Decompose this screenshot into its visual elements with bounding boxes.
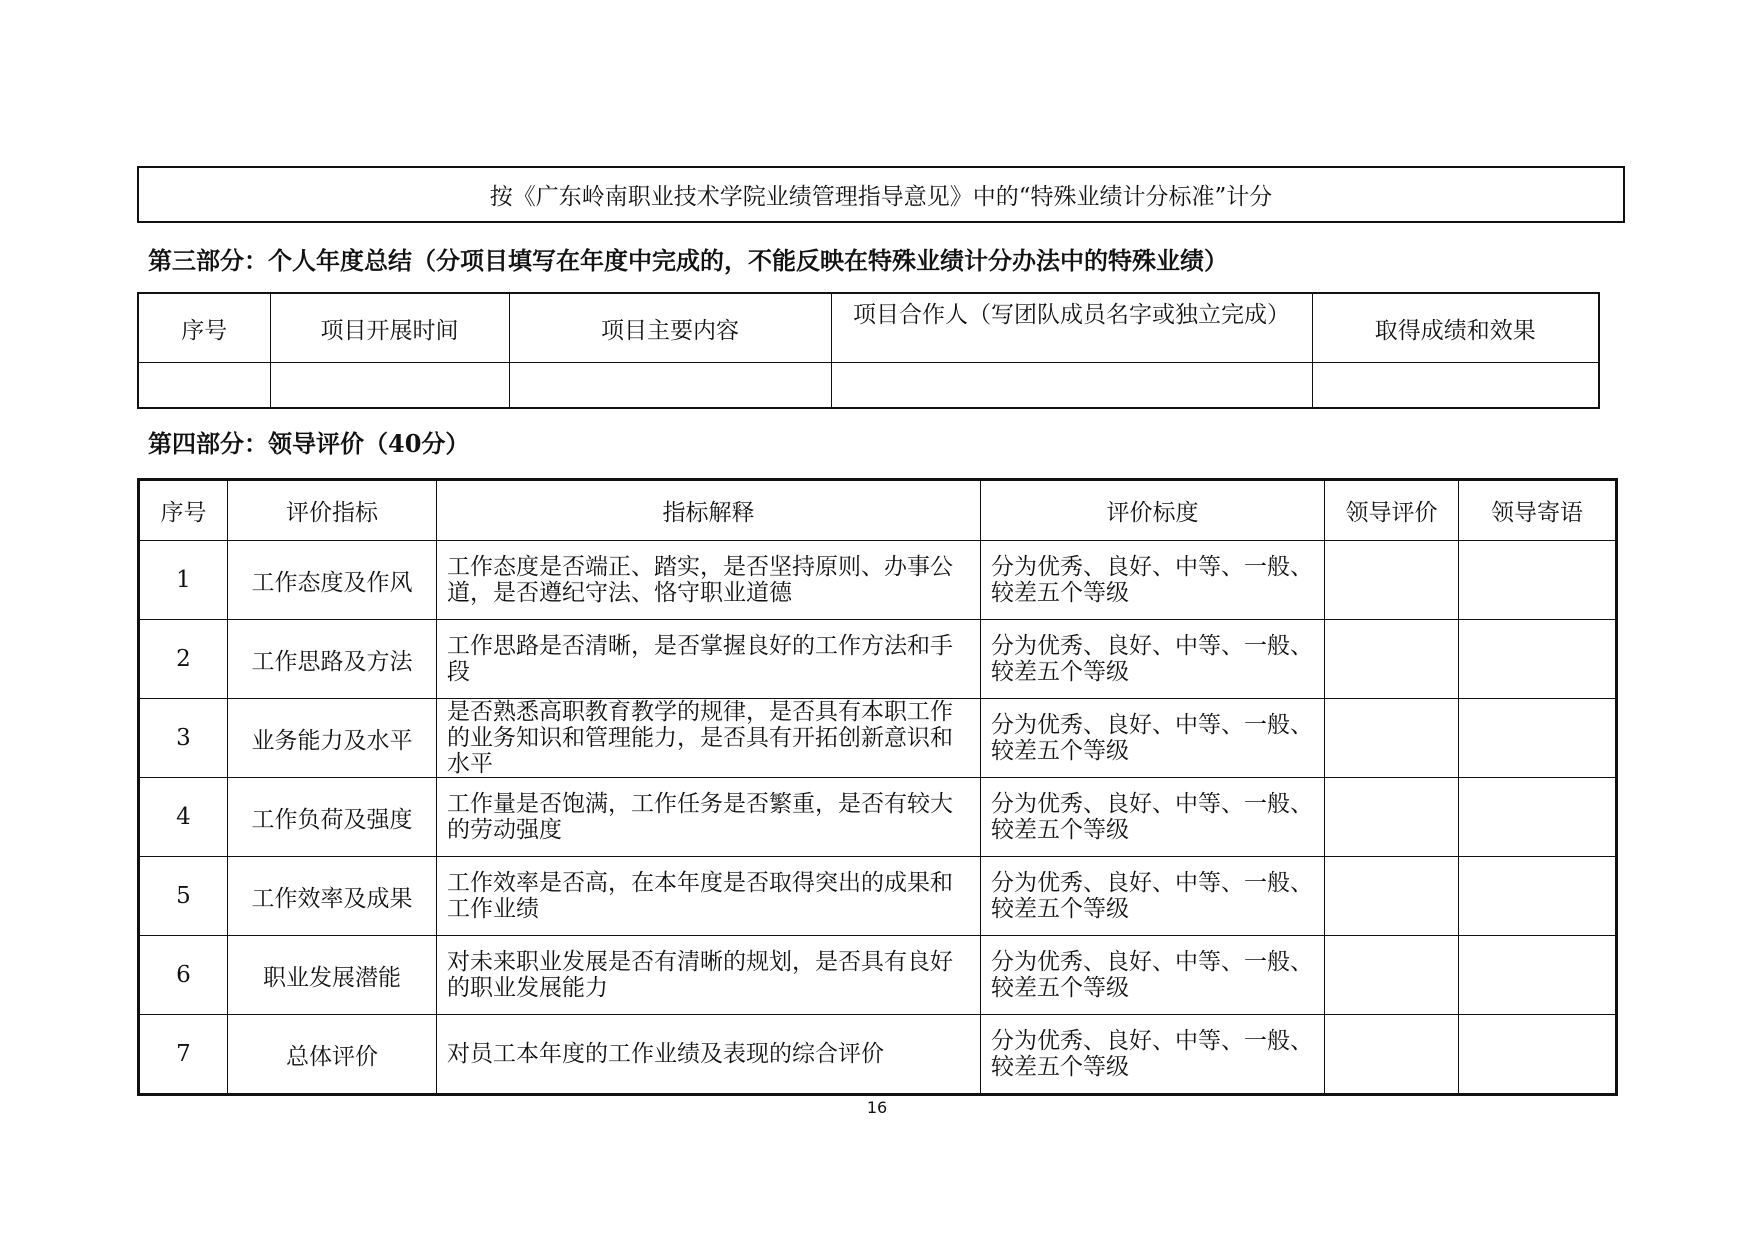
header-cell-index: 序号	[138, 293, 270, 363]
input-cell[interactable]	[138, 363, 270, 409]
row-standard: 分为优秀、良好、中等、一般、较差五个等级	[981, 936, 1325, 1015]
row-explanation: 是否熟悉高职教育教学的规律，是否具有本职工作的业务知识和管理能力，是否具有开拓创新意识和水平	[437, 699, 981, 778]
table-row	[139, 620, 1617, 699]
row-number: 4	[139, 778, 228, 857]
leader-comment-cell[interactable]	[1459, 936, 1617, 1015]
header-cell-partners: 项目合作人（写团队成员名字或独立完成）	[831, 293, 1312, 363]
row-indicator: 工作思路及方法	[228, 620, 437, 699]
row-number: 1	[139, 541, 228, 620]
leader-comment-cell[interactable]	[1459, 778, 1617, 857]
leader-rating-cell[interactable]	[1325, 778, 1459, 857]
header-cell-time: 项目开展时间	[270, 293, 509, 363]
row-standard: 分为优秀、良好、中等、一般、较差五个等级	[981, 857, 1325, 936]
row-indicator: 工作负荷及强度	[228, 778, 437, 857]
leader-evaluation-table	[137, 478, 1618, 1096]
leader-comment-cell[interactable]	[1459, 541, 1617, 620]
row-explanation: 工作效率是否高，在本年度是否取得突出的成果和工作业绩	[437, 857, 981, 936]
scoring-note-box	[137, 166, 1625, 223]
row-number: 2	[139, 620, 228, 699]
input-cell[interactable]	[1312, 363, 1599, 409]
header-cell-leader-comment: 领导寄语	[1459, 480, 1617, 541]
table-row	[139, 541, 1617, 620]
header-cell-explanation: 指标解释	[437, 480, 981, 541]
leader-rating-cell[interactable]	[1325, 541, 1459, 620]
table-row	[139, 778, 1617, 857]
header-cell-index: 序号	[139, 480, 228, 541]
leader-rating-cell[interactable]	[1325, 1015, 1459, 1095]
leader-rating-cell[interactable]	[1325, 936, 1459, 1015]
row-number: 5	[139, 857, 228, 936]
row-standard: 分为优秀、良好、中等、一般、较差五个等级	[981, 541, 1325, 620]
header-cell-standard: 评价标度	[981, 480, 1325, 541]
row-number: 7	[139, 1015, 228, 1095]
input-cell[interactable]	[509, 363, 831, 409]
row-number: 3	[139, 699, 228, 778]
table-header-row	[138, 293, 1599, 363]
leader-rating-cell[interactable]	[1325, 857, 1459, 936]
input-cell[interactable]	[270, 363, 509, 409]
leader-comment-cell[interactable]	[1459, 1015, 1617, 1095]
table-row	[138, 363, 1599, 409]
section3-title: 第三部分：个人年度总结（分项目填写在年度中完成的，不能反映在特殊业绩计分办法中的特殊业绩）	[148, 246, 1228, 275]
table-row	[139, 857, 1617, 936]
row-number: 6	[139, 936, 228, 1015]
row-standard: 分为优秀、良好、中等、一般、较差五个等级	[981, 1015, 1325, 1095]
input-cell[interactable]	[831, 363, 1312, 409]
row-indicator: 工作态度及作风	[228, 541, 437, 620]
annual-summary-table	[137, 292, 1600, 409]
header-cell-content: 项目主要内容	[509, 293, 831, 363]
row-indicator: 业务能力及水平	[228, 699, 437, 778]
row-explanation: 工作量是否饱满，工作任务是否繁重，是否有较大的劳动强度	[437, 778, 981, 857]
row-indicator: 总体评价	[228, 1015, 437, 1095]
leader-rating-cell[interactable]	[1325, 699, 1459, 778]
scoring-note-text: 按《广东岭南职业技术学院业绩管理指导意见》中的“特殊业绩计分标准”计分	[489, 184, 1273, 210]
leader-rating-cell[interactable]	[1325, 620, 1459, 699]
table-row	[139, 699, 1617, 778]
row-explanation: 工作思路是否清晰，是否掌握良好的工作方法和手段	[437, 620, 981, 699]
section4-title: 第四部分：领导评价（40分）	[148, 429, 470, 458]
page-number: 16	[866, 1098, 888, 1117]
header-cell-results: 取得成绩和效果	[1312, 293, 1599, 363]
table-header-row	[139, 480, 1617, 541]
row-standard: 分为优秀、良好、中等、一般、较差五个等级	[981, 778, 1325, 857]
row-standard: 分为优秀、良好、中等、一般、较差五个等级	[981, 699, 1325, 778]
leader-comment-cell[interactable]	[1459, 620, 1617, 699]
row-explanation: 对未来职业发展是否有清晰的规划，是否具有良好的职业发展能力	[437, 936, 981, 1015]
leader-comment-cell[interactable]	[1459, 857, 1617, 936]
header-cell-indicator: 评价指标	[228, 480, 437, 541]
row-standard: 分为优秀、良好、中等、一般、较差五个等级	[981, 620, 1325, 699]
row-indicator: 工作效率及成果	[228, 857, 437, 936]
row-explanation: 工作态度是否端正、踏实，是否坚持原则、办事公道，是否遵纪守法、恪守职业道德	[437, 541, 981, 620]
table-row	[139, 1015, 1617, 1095]
header-cell-leader-rating: 领导评价	[1325, 480, 1459, 541]
row-explanation: 对员工本年度的工作业绩及表现的综合评价	[437, 1015, 981, 1095]
table-row	[139, 936, 1617, 1015]
leader-comment-cell[interactable]	[1459, 699, 1617, 778]
row-indicator: 职业发展潜能	[228, 936, 437, 1015]
